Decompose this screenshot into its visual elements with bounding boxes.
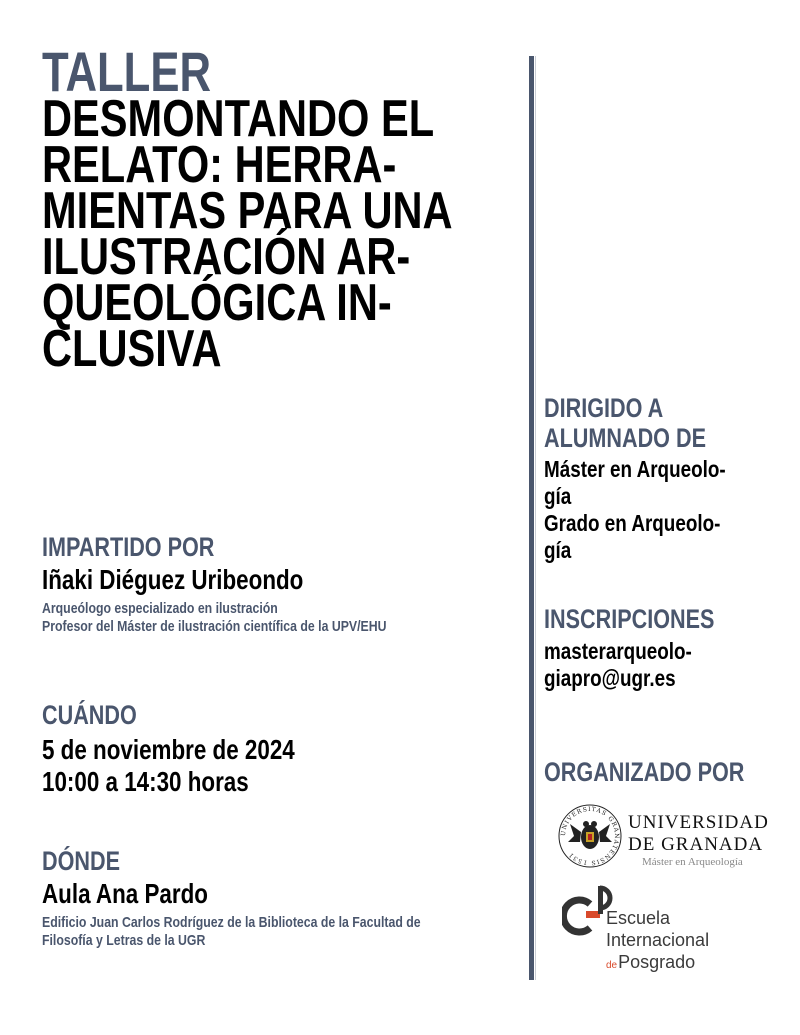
eip-line3: [606, 952, 695, 973]
event-date-time: [42, 734, 358, 798]
eip-posgrado: Posgrado: [618, 952, 696, 972]
ugr-name-line1: UNIVERSIDAD: [628, 812, 769, 833]
ugr-logo: [556, 800, 776, 870]
ugr-seal-icon: [556, 802, 624, 870]
title-line: DESMONTANDO EL: [42, 90, 435, 148]
cuando-heading: CUÁNDO: [42, 700, 137, 730]
eip-logo: [562, 878, 752, 978]
title-line: ILUSTRACIÓN AR-: [42, 228, 411, 286]
speaker-details: Arqueólogo especializado en ilustración Profesor del Máster de ilustración científica de la UPV/EHU: [42, 600, 387, 635]
title-line: CLUSIVA: [42, 320, 222, 378]
ugr-name-line2: DE GRANADA: [628, 834, 764, 855]
taller-kicker: TALLER: [42, 40, 212, 103]
speaker-name: Iñaki Diéguez Uribeondo: [42, 564, 304, 595]
title-line: MIENTAS PARA UNA: [42, 182, 453, 240]
eip-line1: Escuela: [606, 908, 671, 928]
venue-details: Edificio Juan Carlos Rodríguez de la Biblioteca de la Facultad de Filosofía y Letras de la UGR: [42, 914, 421, 949]
svg-text:UNIVERSITAS GRANATENSIS 1531: UNIVERSITAS GRANATENSIS 1531: [559, 805, 621, 867]
inscripciones-heading: INSCRIPCIONES: [544, 604, 715, 634]
dirigido-heading: DIRIGIDO A ALUMNADO DE: [544, 393, 706, 453]
eip-line2: Internacional: [606, 930, 710, 950]
event-time: 10:00 a 14:30 horas: [42, 766, 249, 797]
title-line: QUEOLÓGICA IN-: [42, 274, 392, 332]
inscripciones-email[interactable]: masterarqueolo- giapro@ugr.es: [544, 638, 692, 691]
eip-de: de: [606, 960, 618, 971]
column-divider: [529, 56, 538, 980]
event-date: 5 de noviembre de 2024: [42, 734, 295, 765]
title-line: RELATO: HERRA-: [42, 136, 397, 194]
workshop-title: [42, 90, 555, 378]
venue-name: Aula Ana Pardo: [42, 878, 208, 909]
dirigido-list: Máster en Arqueolo- gía Grado en Arqueolo- gía: [544, 456, 726, 563]
impartido-heading: IMPARTIDO POR: [42, 532, 215, 562]
ugr-master-line: Máster en Arqueología: [642, 856, 743, 868]
donde-heading: DÓNDE: [42, 846, 121, 876]
organizado-heading: ORGANIZADO POR: [544, 757, 745, 787]
